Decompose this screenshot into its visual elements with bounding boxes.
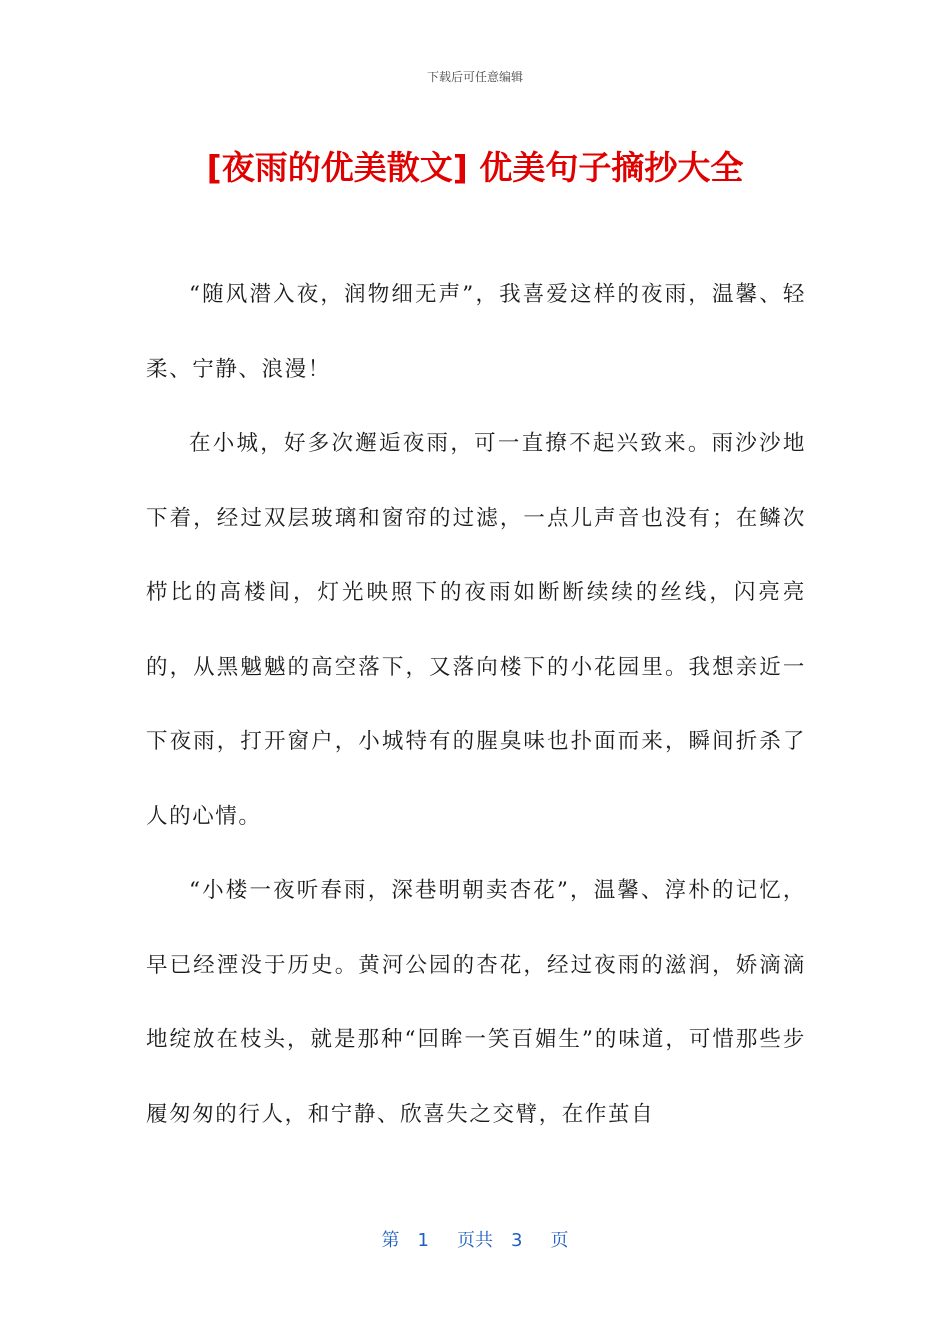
page-suffix: 页 — [550, 1230, 569, 1251]
header-note: 下载后可任意编辑 — [426, 70, 523, 84]
paragraph-1: “随风潜入夜，润物细无声”，我喜爱这样的夜雨，温馨、轻柔、宁静、浪漫！ — [146, 282, 806, 382]
page-current: 1 — [417, 1230, 429, 1251]
page-prefix: 第 — [381, 1230, 400, 1251]
page-total: 3 — [511, 1230, 523, 1251]
document-title: [夜雨的优美散文] 优美句子摘抄大全 — [206, 148, 744, 187]
page-number-footer — [0, 1226, 950, 1252]
page-mid: 页共 — [457, 1230, 493, 1251]
document-body — [146, 258, 806, 1152]
paragraph-2: 在小城，好多次邂逅夜雨，可一直撩不起兴致来。雨沙沙地下着，经过双层玻璃和窗帘的过滤，一点儿声音也没有；在鳞次栉比的高楼间，灯光映照下的夜雨如断断续续的丝线，闪亮亮的，从黑魆魆的高空落下，又落向楼下的小花园里。我想亲近一下夜雨，打开窗户，小城特有的腥臭味也扑面而来，瞬间折杀了人的心情。 — [146, 431, 806, 829]
paragraph-3: “小楼一夜听春雨，深巷明朝卖杏花”，温馨、淳朴的记忆，早已经湮没于历史。黄河公园的杏花，经过夜雨的滋润，娇滴滴地绽放在枝头，就是那种“回眸一笑百媚生”的味道，可惜那些步履匆匆的行人，和宁静、欣喜失之交臂，在作茧自 — [146, 878, 806, 1127]
